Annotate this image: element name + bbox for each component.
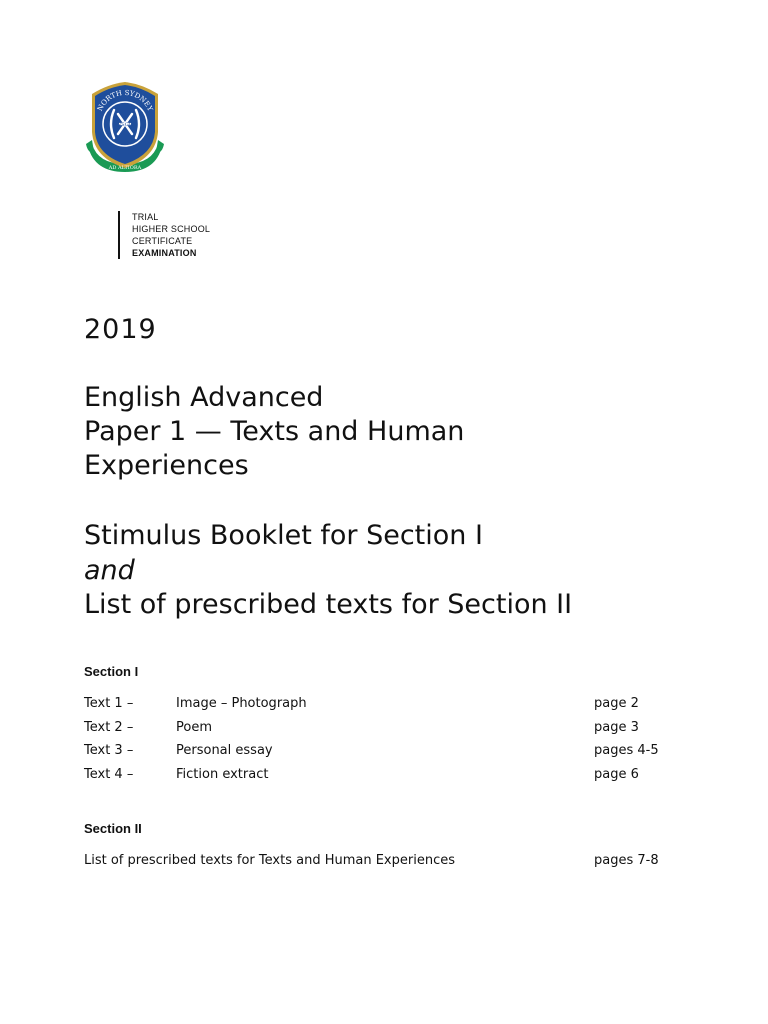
contents-row: [84, 719, 684, 737]
exam-type-line-4: EXAMINATION: [132, 248, 197, 258]
text-number: Text 1 –: [84, 696, 134, 711]
crest-monogram: NSGH: [116, 122, 134, 128]
contents-row: [84, 766, 684, 784]
text-description: Fiction extract: [176, 767, 269, 782]
text-description: Poem: [176, 720, 212, 735]
text-number: Text 3 –: [84, 743, 134, 758]
section-2-description: List of prescribed texts for Texts and Human Experiences: [84, 853, 455, 868]
exam-type-block: [118, 211, 210, 259]
text-page: page 2: [594, 696, 639, 711]
paper-title: [84, 381, 464, 483]
text-description: Personal essay: [176, 743, 273, 758]
exam-type-line-1: TRIAL: [132, 212, 159, 222]
exam-year: 2019: [84, 314, 157, 345]
exam-type-line-2: HIGHER SCHOOL: [132, 224, 211, 234]
school-crest-logo: [84, 80, 166, 180]
paper-title-line-1: English Advanced: [84, 382, 324, 413]
booklet-title-line-1: Stimulus Booklet for Section I: [84, 520, 483, 551]
text-page: page 3: [594, 720, 639, 735]
contents-row: [84, 742, 684, 760]
text-page: pages 4-5: [594, 743, 659, 758]
section-2-heading: Section II: [84, 821, 142, 836]
crest-motto: AD ALTIORA: [108, 165, 142, 171]
contents-row: [84, 852, 684, 870]
text-number: Text 4 –: [84, 767, 134, 782]
text-number: Text 2 –: [84, 720, 134, 735]
booklet-title-line-2: List of prescribed texts for Section II: [84, 589, 573, 620]
section-2-page: pages 7-8: [594, 853, 659, 868]
crest-ring-text: NORTH SYDNEY: [95, 88, 155, 113]
booklet-title: [84, 519, 572, 623]
exam-type-line-3: CERTIFICATE: [132, 236, 193, 246]
paper-title-line-2: Paper 1 — Texts and Human: [84, 416, 465, 447]
paper-title-line-3: Experiences: [84, 450, 249, 481]
booklet-title-and: and: [84, 554, 135, 586]
text-page: page 6: [594, 767, 639, 782]
section-1-heading: Section I: [84, 664, 139, 679]
text-description: Image – Photograph: [176, 696, 307, 711]
contents-row: [84, 695, 684, 713]
